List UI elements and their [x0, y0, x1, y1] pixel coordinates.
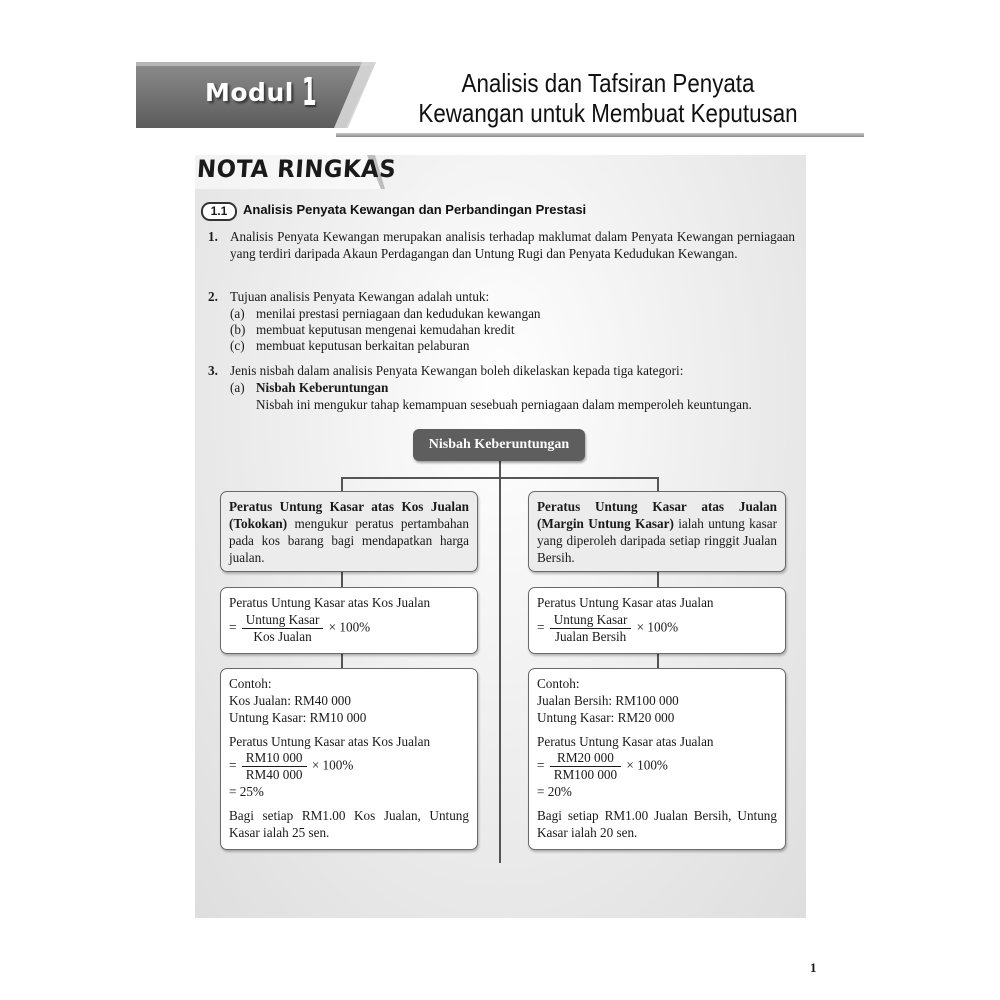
right-example-line1: Jualan Bersih: RM100 000 [537, 693, 679, 708]
right-example-conclusion: Bagi setiap RM1.00 Jualan Bersih, Untung Kasar ialah 20 sen. [537, 808, 777, 840]
header-rule [336, 133, 864, 137]
item-3a-title: Nisbah Keberuntungan [256, 380, 389, 395]
right-example-box [528, 668, 786, 850]
right-definition-box [528, 491, 786, 572]
item-1-text: Analisis Penyata Kewangan merupakan analisis terhadap maklumat dalam Penyata Kewangan perniagaan yang terdiri daripada Akaun Perdagangan dan Untung Rugi dan Penyata Kedudukan Kewangan. [230, 229, 795, 261]
connector-horizontal [341, 477, 659, 479]
right-example-denominator: RM100 000 [553, 767, 618, 782]
item-2c-label: (c) [230, 338, 245, 353]
chapter-title [410, 68, 806, 128]
section-title: Analisis Penyata Kewangan dan Perbandingan Prestasi [243, 202, 587, 217]
left-formula-equals: = [229, 619, 237, 635]
left-formula-fraction [242, 612, 324, 645]
right-definition-term: Peratus Untung Kasar atas Jualan (Margin Untung Kasar) [537, 499, 777, 531]
connector-left-2 [341, 653, 343, 669]
item-3a-text: Nisbah ini mengukur tahap kemampuan sesebuah perniagaan dalam memperoleh keuntungan. [256, 397, 752, 412]
item-3a-label: (a) [230, 380, 245, 395]
item-1-number: 1. [208, 229, 218, 244]
chapter-title-line2: Kewangan untuk Membuat Keputusan [418, 98, 798, 128]
nota-title: NOTA RINGKAS [196, 155, 398, 183]
right-definition-text: ialah untung kasar yang diperoleh daripada setiap ringgit Jualan Bersih. [537, 516, 777, 565]
right-formula-fraction [550, 612, 632, 645]
module-number: 1 [302, 70, 317, 114]
right-formula-denominator: Jualan Bersih [554, 629, 627, 644]
page-number: 1 [810, 960, 817, 975]
right-formula-box [528, 587, 786, 654]
left-example-line2: Untung Kasar: RM10 000 [229, 710, 367, 725]
section-number: 1.1 [201, 202, 237, 221]
connector-right-2 [657, 653, 659, 669]
left-example-heading: Contoh: [229, 676, 272, 691]
item-2a-text: menilai prestasi perniagaan dan kedudukan kewangan [256, 306, 541, 321]
right-example-fraction [550, 750, 621, 783]
left-example-numerator: RM10 000 [242, 750, 307, 767]
item-2-text: Tujuan analisis Penyata Kewangan adalah untuk: [230, 289, 490, 304]
right-formula-equals: = [537, 619, 545, 635]
left-definition-box [220, 491, 478, 572]
right-example-title: Peratus Untung Kasar atas Jualan [537, 734, 714, 749]
right-formula-multiplier: × 100% [636, 619, 679, 635]
left-example-equals: = [229, 757, 237, 773]
chapter-title-line1: Analisis dan Tafsiran Penyata [461, 68, 755, 98]
right-formula-title: Peratus Untung Kasar atas Jualan [537, 595, 714, 610]
left-formula-numerator: Untung Kasar [242, 612, 324, 629]
right-formula-numerator: Untung Kasar [550, 612, 632, 629]
left-definition-text: mengukur peratus pertambahan pada kos barang bagi mendapatkan harga jualan. [229, 516, 469, 565]
right-example-equals: = [537, 757, 545, 773]
item-2-number: 2. [208, 289, 218, 304]
left-example-denominator: RM40 000 [245, 767, 303, 782]
diagram-root-node: Nisbah Keberuntungan [413, 429, 585, 461]
connector-vertical-main [499, 461, 501, 863]
left-example-box [220, 668, 478, 850]
item-2b-label: (b) [230, 322, 246, 337]
right-example-heading: Contoh: [537, 676, 580, 691]
item-2a-label: (a) [230, 306, 245, 321]
left-example-title: Peratus Untung Kasar atas Kos Jualan [229, 734, 431, 749]
left-formula-title: Peratus Untung Kasar atas Kos Jualan [229, 595, 431, 610]
item-3-text: Jenis nisbah dalam analisis Penyata Kewangan boleh dikelaskan kepada tiga kategori: [230, 363, 684, 378]
right-example-line2: Untung Kasar: RM20 000 [537, 710, 675, 725]
item-3-number: 3. [208, 363, 218, 378]
left-formula-multiplier: × 100% [328, 619, 371, 635]
left-example-line1: Kos Jualan: RM40 000 [229, 693, 351, 708]
right-example-numerator: RM20 000 [550, 750, 621, 767]
item-2b-text: membuat keputusan mengenai kemudahan kredit [256, 322, 515, 337]
left-example-result: = 25% [229, 784, 264, 799]
right-example-multiplier: × 100% [626, 757, 668, 773]
left-formula-denominator: Kos Jualan [253, 629, 312, 644]
left-definition-term: Peratus Untung Kasar atas Kos Jualan (Tokokan) [229, 499, 469, 531]
module-label: Modul [205, 78, 294, 107]
left-example-fraction [242, 750, 307, 783]
left-example-conclusion: Bagi setiap RM1.00 Kos Jualan, Untung Kasar ialah 25 sen. [229, 808, 469, 840]
item-2c-text: membuat keputusan berkaitan pelaburan [256, 338, 470, 353]
left-example-multiplier: × 100% [311, 757, 354, 773]
right-example-result: = 20% [537, 784, 572, 799]
left-formula-box [220, 587, 478, 654]
